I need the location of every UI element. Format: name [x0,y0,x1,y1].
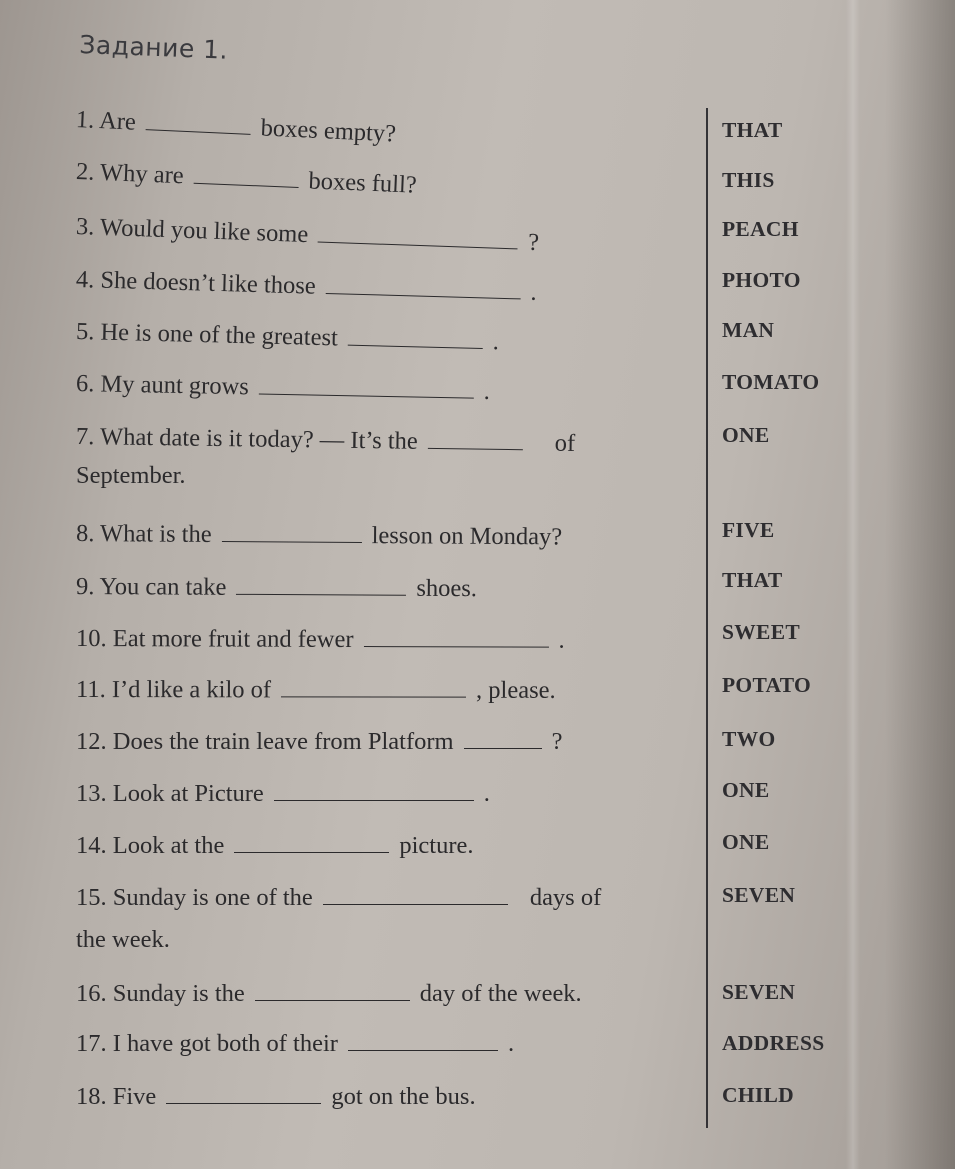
base-word: ADDRESS [722,1031,825,1055]
item-number: 9. [75,573,95,601]
answer-blank[interactable] [318,221,519,249]
sentence-end: ? [527,228,540,257]
answer-blank[interactable] [166,1083,321,1104]
sentence-start: Eat more fruit and fewer [112,625,354,653]
answer-blank[interactable] [464,728,542,749]
answer-blank[interactable] [259,374,474,399]
sentence-start: She doesn’t like those [100,266,317,300]
item-number: 14. [76,832,107,859]
item-number: 5. [75,318,95,346]
item-number: 1. [75,106,95,134]
sentence-start: Why are [99,158,185,190]
base-word: TWO [722,727,776,751]
item-number: 12. [76,728,107,755]
sentence-start: Five [112,1083,157,1110]
item-number: 10. [75,625,107,653]
item-number: 17. [76,1030,107,1057]
page-edge-shadow [885,0,955,1169]
sentence-end: . [507,1030,515,1057]
sentence-item [76,1022,691,1066]
answer-blank[interactable] [348,325,483,349]
sentence-continuation: the week. [76,926,170,953]
item-number: 13. [76,780,107,807]
answer-blank[interactable] [364,626,549,648]
sentence-end: picture. [399,832,474,859]
sentence-end: boxes full? [308,167,418,199]
base-word: ONE [722,778,770,802]
sentence-start: Would you like some [99,213,309,249]
base-word: ONE [722,830,770,854]
sentence-item [76,565,691,612]
base-word: CHILD [722,1083,794,1107]
sentence-end: . [558,626,565,654]
sentence-continuation: September. [76,462,186,489]
item-number: 6. [75,370,95,398]
sentence-item [76,772,691,816]
sentence-start: I have got both of their [112,1030,338,1057]
answer-blank[interactable] [428,428,523,450]
base-word: THAT [722,118,783,142]
sentence-start: He is one of the greatest [100,318,339,352]
base-word: SWEET [722,620,800,644]
item-number: 3. [75,213,95,241]
sentence-end: lesson on Monday? [371,522,563,551]
item-number: 2. [75,158,95,186]
sentence-item [76,668,691,713]
answer-blank[interactable] [146,109,252,135]
item-number: 15. [76,884,107,911]
base-word: PHOTO [722,268,801,292]
sentence-end: ? [551,728,563,755]
sentence-end: of [554,429,576,457]
item-number: 4. [75,266,95,294]
base-word: ONE [722,423,770,447]
sentence-end: day of the week. [419,980,582,1007]
answer-blank[interactable] [325,273,521,299]
sentence-item [76,972,691,1016]
sentence-end: days of [529,884,602,911]
sentence-end: shoes. [416,574,478,603]
answer-blank[interactable] [234,832,389,853]
answer-blank[interactable] [193,163,299,188]
sentence-item [76,1075,691,1119]
sentence-end: . [530,278,538,306]
item-number: 18. [76,1083,107,1110]
sentence-end: . [492,328,500,356]
sentence-item [76,512,691,560]
sentence-start: Sunday is one of the [112,884,313,911]
sentence-end: . [483,377,491,405]
sentence-item [76,876,691,920]
base-word: MAN [722,318,775,342]
item-number: 7. [75,423,95,451]
sentence-item [76,617,691,663]
sentence-start: Are [98,107,137,136]
sentence-end: . [483,780,490,807]
item-number: 11. [75,676,106,704]
column-divider [706,108,708,1128]
sentence-start: I’d like a kilo of [111,676,272,704]
answer-blank[interactable] [255,980,410,1001]
sentence-start: My aunt grows [100,370,250,401]
base-word: PEACH [722,217,799,241]
sentence-start: You can take [99,573,227,601]
sentence-end: boxes empty? [260,114,397,148]
sentence-start: What is the [99,520,212,548]
base-word: TOMATO [722,370,820,394]
base-word: FIVE [722,518,775,542]
sentence-item [75,310,691,369]
answer-blank[interactable] [348,1030,498,1051]
sentence-start: What date is it today? — It’s the [99,423,418,455]
exercise-title: Задание 1. [78,30,229,65]
sentence-start: Look at Picture [112,780,264,807]
sentence-start: Sunday is the [112,980,245,1007]
answer-blank[interactable] [222,521,362,543]
base-word: THIS [722,168,775,192]
sentence-end: , please. [476,676,556,704]
paper-fold [846,0,860,1169]
sentence-start: Does the train leave from Platform [112,728,454,755]
base-word: POTATO [722,673,812,697]
answer-blank[interactable] [323,884,508,905]
base-word: THAT [722,568,783,592]
item-number: 8. [75,520,95,548]
item-number: 16. [76,980,107,1007]
answer-blank[interactable] [274,780,474,801]
base-word: SEVEN [722,980,796,1004]
sentence-item [76,720,691,764]
base-word: SEVEN [722,883,796,907]
answer-blank[interactable] [236,574,406,596]
sentence-item [76,824,691,868]
sentence-item [76,415,692,468]
sentence-end: got on the bus. [331,1083,476,1110]
answer-blank[interactable] [281,676,466,697]
sentence-start: Look at the [112,832,225,859]
sentence-item [76,362,692,418]
